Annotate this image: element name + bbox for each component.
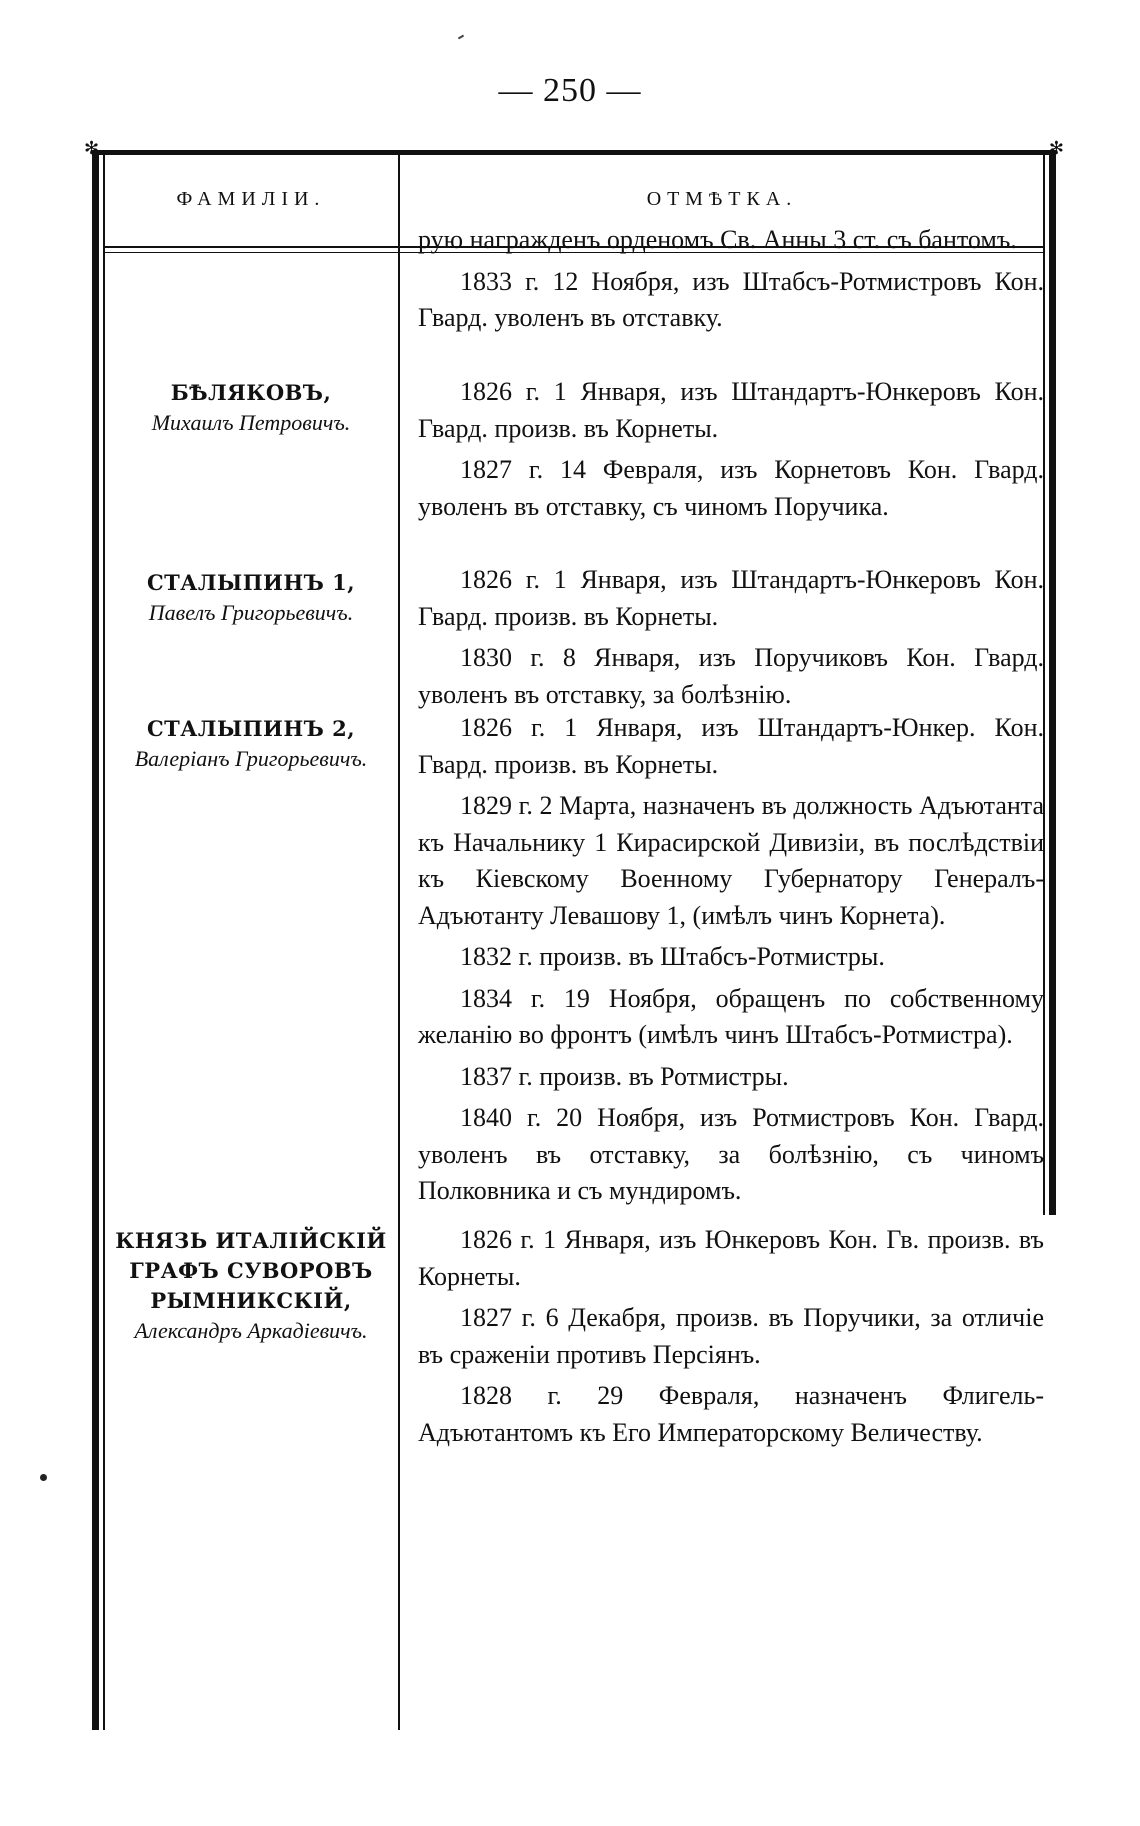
record-entry: 1828 г. 29 Февраля, назначенъ Флигель-Адъютантомъ къ Его Императорскому Величеству. <box>418 1381 1044 1447</box>
record-entry: 1826 г. 1 Января, изъ Штандартъ-Юнкеровъ Кон. Гвард. произв. въ Корнеты. <box>418 377 1044 443</box>
record-entry: 1840 г. 20 Ноября, изъ Ротмистровъ Кон. Гвард. уволенъ въ отставку, за болѣзнію, съ чиномъ Полковника и съ мундиромъ. <box>418 1103 1044 1205</box>
record-group <box>418 562 1044 718</box>
stray-mark <box>458 35 464 40</box>
surname: СТАЛЫПИНЪ 1, <box>146 570 356 595</box>
given-name: Александръ Аркадіевичъ. <box>134 1318 368 1343</box>
column-divider <box>398 155 400 1730</box>
person-name <box>104 1226 398 1346</box>
left-border <box>92 150 99 1730</box>
record-entry: 1837 г. произв. въ Ротмистры. <box>460 1061 789 1091</box>
surname-line: РЫМНИКСКІЙ, <box>150 1288 352 1313</box>
record-group <box>418 1222 1044 1456</box>
surname: БѢЛЯКОВЪ, <box>170 380 332 405</box>
record-entry: 1830 г. 8 Января, изъ Поручиковъ Кон. Гвард. уволенъ въ отставку, за болѣзнію. <box>418 643 1044 709</box>
top-border <box>92 150 1056 155</box>
record-entry: рую награжденъ орденомъ Св. Анны 3 ст. съ бантомъ. <box>418 225 1017 254</box>
corner-ornament-icon: ✻ <box>84 138 100 159</box>
surname-line: КНЯЗЬ ИТАЛІЙСКІЙ <box>115 1228 387 1253</box>
given-name: Михаилъ Петровичъ. <box>151 410 351 435</box>
record-entry: 1833 г. 12 Ноября, изъ Штабсъ-Ротмистровъ Кон. Гвард. уволенъ въ отставку. <box>418 266 1044 332</box>
record-entry: 1834 г. 19 Ноября, обращенъ по собственному желанію во фронтъ (имѣлъ чинъ Штабсъ-Ротмистра). <box>418 983 1044 1049</box>
column-header-notes: ОТМѢТКА. <box>646 188 798 210</box>
corner-ornament-icon: ✻ <box>1048 138 1064 159</box>
record-entry: 1826 г. 1 Января, изъ Юнкеровъ Кон. Гв. произв. въ Корнеты. <box>418 1225 1044 1291</box>
record-entry: 1827 г. 6 Декабря, произв. въ Поручики, за отличіе въ сраженіи противъ Персіянъ. <box>418 1303 1044 1369</box>
page-number: — 250 — <box>498 72 642 109</box>
continuation-group <box>418 222 1044 342</box>
record-group <box>418 374 1044 530</box>
record-entry: 1826 г. 1 Января, изъ Штандартъ-Юнкеровъ Кон. Гвард. произв. въ Корнеты. <box>418 565 1044 631</box>
record-entry: 1829 г. 2 Марта, назначенъ въ должность Адъютанта къ Начальнику 1 Кирасирской Дивизіи, въ послѣдствіи къ Кіевскому Военному Губернатору Генералъ-Адъютанту Левашову 1, (имѣлъ чинъ Корнета). <box>418 791 1044 930</box>
person-name <box>104 714 398 774</box>
given-name: Павелъ Григорьевичъ. <box>148 600 354 625</box>
right-border <box>1049 150 1056 1215</box>
record-entry: 1827 г. 14 Февраля, изъ Корнетовъ Кон. Гвард. уволенъ въ отставку, съ чиномъ Поручика. <box>418 455 1044 521</box>
record-group <box>418 710 1044 1215</box>
surname: СТАЛЫПИНЪ 2, <box>146 716 356 741</box>
surname-line: ГРАФЪ СУВОРОВЪ <box>129 1258 373 1283</box>
record-entry: 1832 г. произв. въ Штабсъ-Ротмистры. <box>460 942 885 971</box>
column-header-names: ФАМИЛІИ. <box>176 188 326 210</box>
person-name <box>104 568 398 628</box>
person-name <box>104 378 398 438</box>
given-name: Валеріанъ Григорьевичъ. <box>134 746 368 771</box>
record-entry: 1826 г. 1 Января, изъ Штандартъ-Юнкер. Кон. Гвард. произв. въ Корнеты. <box>418 713 1044 779</box>
ink-dot <box>40 1474 47 1481</box>
